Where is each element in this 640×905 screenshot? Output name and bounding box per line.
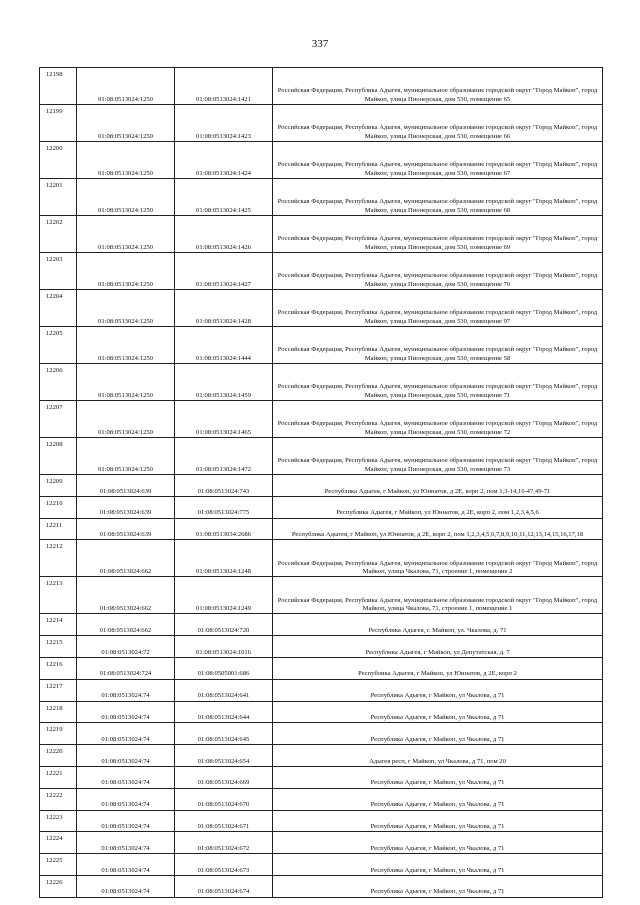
- page-number: 337: [311, 38, 329, 50]
- table-row: [40, 540, 603, 577]
- table-row: [40, 636, 603, 658]
- table-row: [40, 496, 603, 518]
- row-number-cell: 12205: [40, 327, 77, 364]
- address-cell: Республика Адыгея, г Майкоп, ул Юннатов, д 2Е, корп 2, пом 1,3-14,16-47,49-71: [273, 475, 603, 497]
- row-number-cell: 12220: [40, 745, 77, 767]
- address-cell: Российская Федерация, Республика Адыгея, муниципальное образование городской округ "Город Майкоп", город Майкоп, улица Чкалова, 71, строение 1, помещение 2: [273, 540, 603, 577]
- row-number-cell: 12217: [40, 679, 77, 701]
- address-cell: Республика Адыгея, г Майкоп, ул Чкалова, д 71: [273, 788, 603, 810]
- registry-table-body: [40, 68, 603, 898]
- row-number-cell: 12199: [40, 105, 77, 142]
- parent-cadastral-number-cell: 01:08:0513024:662: [77, 577, 175, 614]
- parent-cadastral-number-cell: 01:08:0513024:639: [77, 475, 175, 497]
- address-cell: Республика Адыгея, г Майкоп, ул Чкалова, д 71: [273, 701, 603, 723]
- row-number-cell: 12223: [40, 810, 77, 832]
- table-row: [40, 614, 603, 636]
- cadastral-number-cell: 01:08:0505001:686: [175, 657, 273, 679]
- parent-cadastral-number-cell: 01:08:0513024:72: [77, 636, 175, 658]
- address-cell: Республика Адыгея, г Майкоп, ул Чкалова, д 71: [273, 679, 603, 701]
- address-cell: Российская Федерация, Республика Адыгея, муниципальное образование городской округ "Город Майкоп", город Майкоп, улица Пионерская, дом 530, помещение 70: [273, 253, 603, 290]
- cadastral-number-cell: 01:08:0513024:1425: [175, 179, 273, 216]
- parent-cadastral-number-cell: 01:08:0513024:1250: [77, 68, 175, 105]
- table-row: [40, 679, 603, 701]
- table-row: [40, 327, 603, 364]
- row-number-cell: 12200: [40, 142, 77, 179]
- row-number-cell: 12226: [40, 875, 77, 897]
- parent-cadastral-number-cell: 01:08:0513024:74: [77, 679, 175, 701]
- address-cell: Республика Адыгея, г Майкоп, ул Чкалова, д 71: [273, 810, 603, 832]
- table-row: [40, 854, 603, 876]
- row-number-cell: 12207: [40, 401, 77, 438]
- address-cell: Республика Адыгея, г Майкоп, ул Чкалова, д 71: [273, 766, 603, 788]
- cadastral-number-cell: 01:08:0513034:2686: [175, 518, 273, 540]
- address-cell: Республика Адыгея, г Майкоп, ул Юннатов, д 2Е, корп 2, пом 1,2,3,4,5,6: [273, 496, 603, 518]
- address-cell: Российская Федерация, Республика Адыгея, муниципальное образование городской округ "Город Майкоп", город Майкоп, улица Пионерская, дом 530, помещение 58: [273, 327, 603, 364]
- row-number-cell: 12214: [40, 614, 77, 636]
- table-row: [40, 766, 603, 788]
- table-row: [40, 745, 603, 767]
- parent-cadastral-number-cell: 01:08:0513024:639: [77, 518, 175, 540]
- table-row: [40, 832, 603, 854]
- address-cell: Республика Адыгея, г Майкоп, ул Депутатская, д. 7: [273, 636, 603, 658]
- address-cell: Российская Федерация, Республика Адыгея, муниципальное образование городской округ "Город Майкоп", город Майкоп, улица Пионерская, дом 530, помещение 66: [273, 105, 603, 142]
- table-row: [40, 105, 603, 142]
- address-cell: Российская Федерация, Республика Адыгея, муниципальное образование городской округ "Город Майкоп", город Майкоп, улица Пионерская, дом 530, помещение 72: [273, 401, 603, 438]
- cadastral-number-cell: 01:08:0513024:1249: [175, 577, 273, 614]
- cadastral-number-cell: 01:08:0513024:1428: [175, 290, 273, 327]
- row-number-cell: 12218: [40, 701, 77, 723]
- parent-cadastral-number-cell: 01:08:0513024:74: [77, 788, 175, 810]
- table-row: [40, 723, 603, 745]
- table-row: [40, 701, 603, 723]
- row-number-cell: 12202: [40, 216, 77, 253]
- cadastral-number-cell: 01:08:0513024:669: [175, 766, 273, 788]
- table-row: [40, 875, 603, 897]
- parent-cadastral-number-cell: 01:08:0513024:74: [77, 745, 175, 767]
- row-number-cell: 12209: [40, 475, 77, 497]
- row-number-cell: 12210: [40, 496, 77, 518]
- row-number-cell: 12198: [40, 68, 77, 105]
- row-number-cell: 12216: [40, 657, 77, 679]
- table-row: [40, 216, 603, 253]
- address-cell: Российская Федерация, Республика Адыгея, муниципальное образование городской округ "Город Майкоп", город Майкоп, улица Пионерская, дом 530, помещение 68: [273, 179, 603, 216]
- table-row: [40, 253, 603, 290]
- address-cell: Адыгея респ, г Майкоп, ул Чкалова, д 71, пом 20: [273, 745, 603, 767]
- address-cell: Российская Федерация, Республика Адыгея, муниципальное образование городской округ "Город Майкоп", город Майкоп, улица Пионерская, дом 530, помещение 97: [273, 290, 603, 327]
- cadastral-number-cell: 01:08:0513024:645: [175, 723, 273, 745]
- cadastral-number-cell: 01:08:0513024:644: [175, 701, 273, 723]
- parent-cadastral-number-cell: 01:08:0513024:1250: [77, 327, 175, 364]
- cadastral-number-cell: 01:08:0513024:1459: [175, 364, 273, 401]
- cadastral-number-cell: 01:08:0513024:1465: [175, 401, 273, 438]
- table-row: [40, 179, 603, 216]
- address-cell: Республика Адыгея, г Майкоп, ул Чкалова, д 71: [273, 854, 603, 876]
- row-number-cell: 12208: [40, 438, 77, 475]
- parent-cadastral-number-cell: 01:08:0513024:1250: [77, 179, 175, 216]
- parent-cadastral-number-cell: 01:08:0513024:1250: [77, 105, 175, 142]
- cadastral-number-cell: 01:08:0513024:720: [175, 614, 273, 636]
- address-cell: Российская Федерация, Республика Адыгея, муниципальное образование городской округ "Город Майкоп", город Майкоп, улица Пионерская, дом 530, помещение 67: [273, 142, 603, 179]
- table-row: [40, 577, 603, 614]
- address-cell: Российская Федерация, Республика Адыгея, муниципальное образование городской округ "Город Майкоп", город Майкоп, улица Пионерская, дом 530, помещение 71: [273, 364, 603, 401]
- table-row: [40, 657, 603, 679]
- cadastral-number-cell: 01:08:0513024:654: [175, 745, 273, 767]
- cadastral-number-cell: 01:08:0513024:1444: [175, 327, 273, 364]
- row-number-cell: 12222: [40, 788, 77, 810]
- parent-cadastral-number-cell: 01:08:0513024:662: [77, 614, 175, 636]
- address-cell: Республика Адыгея, г. Майкоп, ул. Чкалова, д. 71: [273, 614, 603, 636]
- parent-cadastral-number-cell: 01:08:0513024:1250: [77, 142, 175, 179]
- parent-cadastral-number-cell: 01:08:0513024:74: [77, 832, 175, 854]
- table-row: [40, 68, 603, 105]
- table-row: [40, 810, 603, 832]
- table-row: [40, 475, 603, 497]
- cadastral-number-cell: 01:08:0513024:743: [175, 475, 273, 497]
- table-row: [40, 142, 603, 179]
- address-cell: Российская Федерация, Республика Адыгея, муниципальное образование городской округ "Город Майкоп", город Майкоп, улица Пионерская, дом 530, помещение 65: [273, 68, 603, 105]
- cadastral-number-cell: 01:08:0513024:1421: [175, 68, 273, 105]
- parent-cadastral-number-cell: 01:08:0513024:74: [77, 766, 175, 788]
- table-row: [40, 364, 603, 401]
- row-number-cell: 12201: [40, 179, 77, 216]
- table-row: [40, 788, 603, 810]
- parent-cadastral-number-cell: 01:08:0513024:1250: [77, 290, 175, 327]
- cadastral-number-cell: 01:08:0513024:775: [175, 496, 273, 518]
- address-cell: Российская Федерация, Республика Адыгея, муниципальное образование городской округ "Город Майкоп", город Майкоп, улица Пионерская, дом 530, помещение 73: [273, 438, 603, 475]
- row-number-cell: 12206: [40, 364, 77, 401]
- parent-cadastral-number-cell: 01:08:0513024:74: [77, 723, 175, 745]
- row-number-cell: 12211: [40, 518, 77, 540]
- parent-cadastral-number-cell: 01:08:0513024:724: [77, 657, 175, 679]
- parent-cadastral-number-cell: 01:08:0513024:639: [77, 496, 175, 518]
- cadastral-number-cell: 01:08:0513024:641: [175, 679, 273, 701]
- row-number-cell: 12225: [40, 854, 77, 876]
- cadastral-number-cell: 01:08:0513024:1424: [175, 142, 273, 179]
- cadastral-registry-table: [39, 67, 603, 898]
- row-number-cell: 12224: [40, 832, 77, 854]
- cadastral-number-cell: 01:08:0513024:1472: [175, 438, 273, 475]
- table-row: [40, 290, 603, 327]
- parent-cadastral-number-cell: 01:08:0513024:74: [77, 701, 175, 723]
- cadastral-number-cell: 01:08:0513024:1016: [175, 636, 273, 658]
- parent-cadastral-number-cell: 01:08:0513024:1250: [77, 216, 175, 253]
- address-cell: Российская Федерация, Республика Адыгея, муниципальное образование городской округ "Город Майкоп", город Майкоп, улица Чкалова, 71, строение 1, помещение 1: [273, 577, 603, 614]
- cadastral-number-cell: 01:08:0513024:672: [175, 832, 273, 854]
- cadastral-number-cell: 01:08:0513024:1248: [175, 540, 273, 577]
- cadastral-number-cell: 01:08:0513024:674: [175, 875, 273, 897]
- cadastral-number-cell: 01:08:0513024:671: [175, 810, 273, 832]
- row-number-cell: 12215: [40, 636, 77, 658]
- parent-cadastral-number-cell: 01:08:0513024:74: [77, 875, 175, 897]
- cadastral-number-cell: 01:08:0513024:1427: [175, 253, 273, 290]
- parent-cadastral-number-cell: 01:08:0513024:662: [77, 540, 175, 577]
- parent-cadastral-number-cell: 01:08:0513024:74: [77, 810, 175, 832]
- table-row: [40, 518, 603, 540]
- cadastral-number-cell: 01:08:0513024:1426: [175, 216, 273, 253]
- parent-cadastral-number-cell: 01:08:0513024:74: [77, 854, 175, 876]
- row-number-cell: 12204: [40, 290, 77, 327]
- parent-cadastral-number-cell: 01:08:0513024:1250: [77, 438, 175, 475]
- address-cell: Республика Адыгея, г Майкоп, ул Чкалова, д 71: [273, 832, 603, 854]
- row-number-cell: 12219: [40, 723, 77, 745]
- cadastral-number-cell: 01:08:0513024:673: [175, 854, 273, 876]
- address-cell: Российская Федерация, Республика Адыгея, муниципальное образование городской округ "Город Майкоп", город Майкоп, улица Пионерская, дом 530, помещение 69: [273, 216, 603, 253]
- parent-cadastral-number-cell: 01:08:0513024:1250: [77, 253, 175, 290]
- address-cell: Республика Адыгея, г Майкоп, ул Юннатов, д 2Е, корп 2, пом 1,2,3,4,5,6,7,8,9,10,11,12,13,14,15,16,17,18: [273, 518, 603, 540]
- table-row: [40, 438, 603, 475]
- cadastral-number-cell: 01:08:0513024:670: [175, 788, 273, 810]
- row-number-cell: 12203: [40, 253, 77, 290]
- address-cell: Республика Адыгея, г Майкоп, ул Чкалова, д 71: [273, 875, 603, 897]
- row-number-cell: 12221: [40, 766, 77, 788]
- table-row: [40, 401, 603, 438]
- address-cell: Республика Адыгея, г Майкоп, ул Юннатов, д 2Е, корп 2: [273, 657, 603, 679]
- cadastral-number-cell: 01:08:0513024:1423: [175, 105, 273, 142]
- address-cell: Республика Адыгея, г Майкоп, ул Чкалова, д 71: [273, 723, 603, 745]
- parent-cadastral-number-cell: 01:08:0513024:1250: [77, 401, 175, 438]
- row-number-cell: 12213: [40, 577, 77, 614]
- parent-cadastral-number-cell: 01:08:0513024:1250: [77, 364, 175, 401]
- row-number-cell: 12212: [40, 540, 77, 577]
